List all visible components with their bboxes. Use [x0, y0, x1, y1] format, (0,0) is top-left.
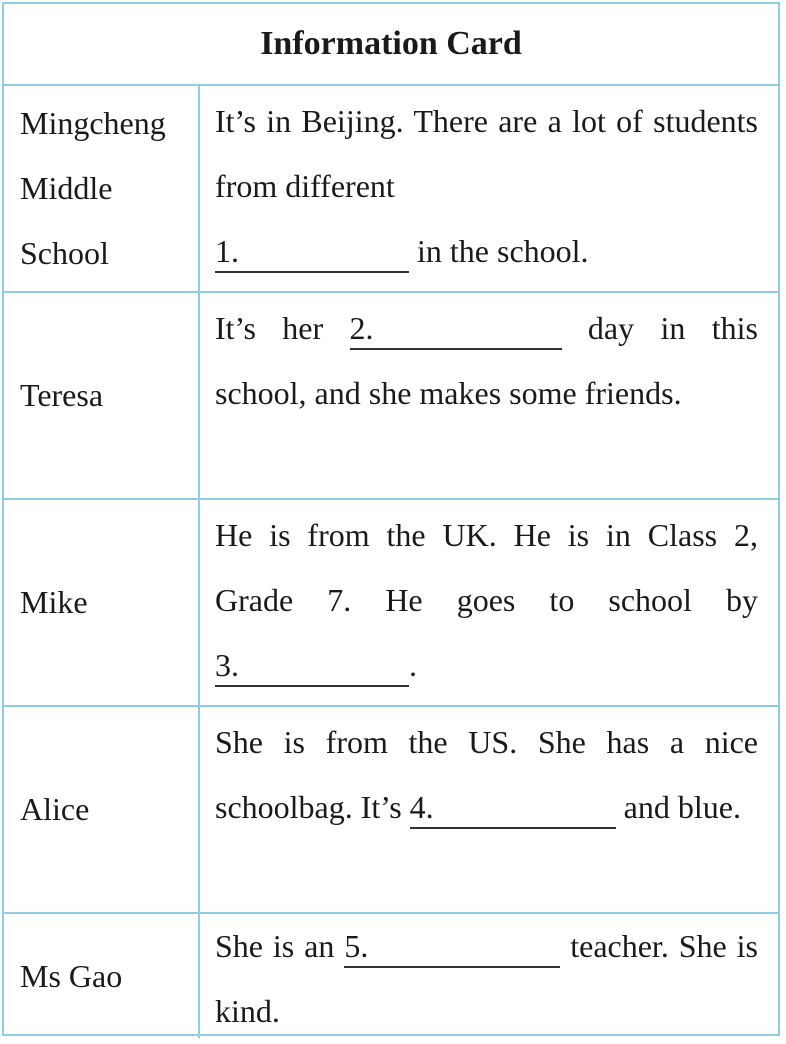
row-description [200, 86, 778, 291]
table-row-teresa [4, 293, 778, 500]
row-description [200, 707, 778, 912]
answer-blank-2[interactable]: 2. [350, 308, 562, 350]
table-row-mingcheng [4, 86, 778, 293]
table-row-mike [4, 500, 778, 707]
desc-text: She is an [215, 928, 345, 964]
desc-text: He is from the UK. He is in Class 2, Grade 7. He goes to school by [215, 517, 758, 618]
desc-text: She is from the US. She has a nice schoolbag. It’s [215, 724, 758, 825]
answer-blank-1[interactable]: 1. [215, 231, 409, 273]
row-label: Mike [4, 500, 200, 705]
row-label: Mingcheng Middle School [4, 86, 200, 291]
desc-text-after: in the school. [409, 233, 589, 269]
row-description [200, 500, 778, 705]
desc-text: It’s in Beijing. There are a lot of students from different [215, 103, 758, 204]
desc-text-after: teacher. She is kind. [215, 928, 759, 1029]
table-row-alice [4, 707, 778, 914]
desc-text-after: . [409, 647, 417, 683]
desc-text-after: day in this school, and she makes some friends. [215, 310, 759, 411]
row-label: Ms Gao [4, 914, 200, 1038]
row-description [200, 914, 778, 1038]
desc-text: It’s her [215, 310, 350, 346]
row-label: Teresa [4, 293, 200, 498]
table-row-ms-gao [4, 914, 778, 1038]
information-card [2, 2, 780, 1036]
desc-text-after: and blue. [615, 789, 741, 825]
answer-blank-5[interactable]: 5. [344, 926, 560, 968]
answer-blank-3[interactable]: 3. [215, 645, 409, 687]
card-title: Information Card [4, 4, 778, 86]
row-description [200, 293, 778, 498]
answer-blank-4[interactable]: 4. [410, 787, 616, 829]
row-label: Alice [4, 707, 200, 912]
